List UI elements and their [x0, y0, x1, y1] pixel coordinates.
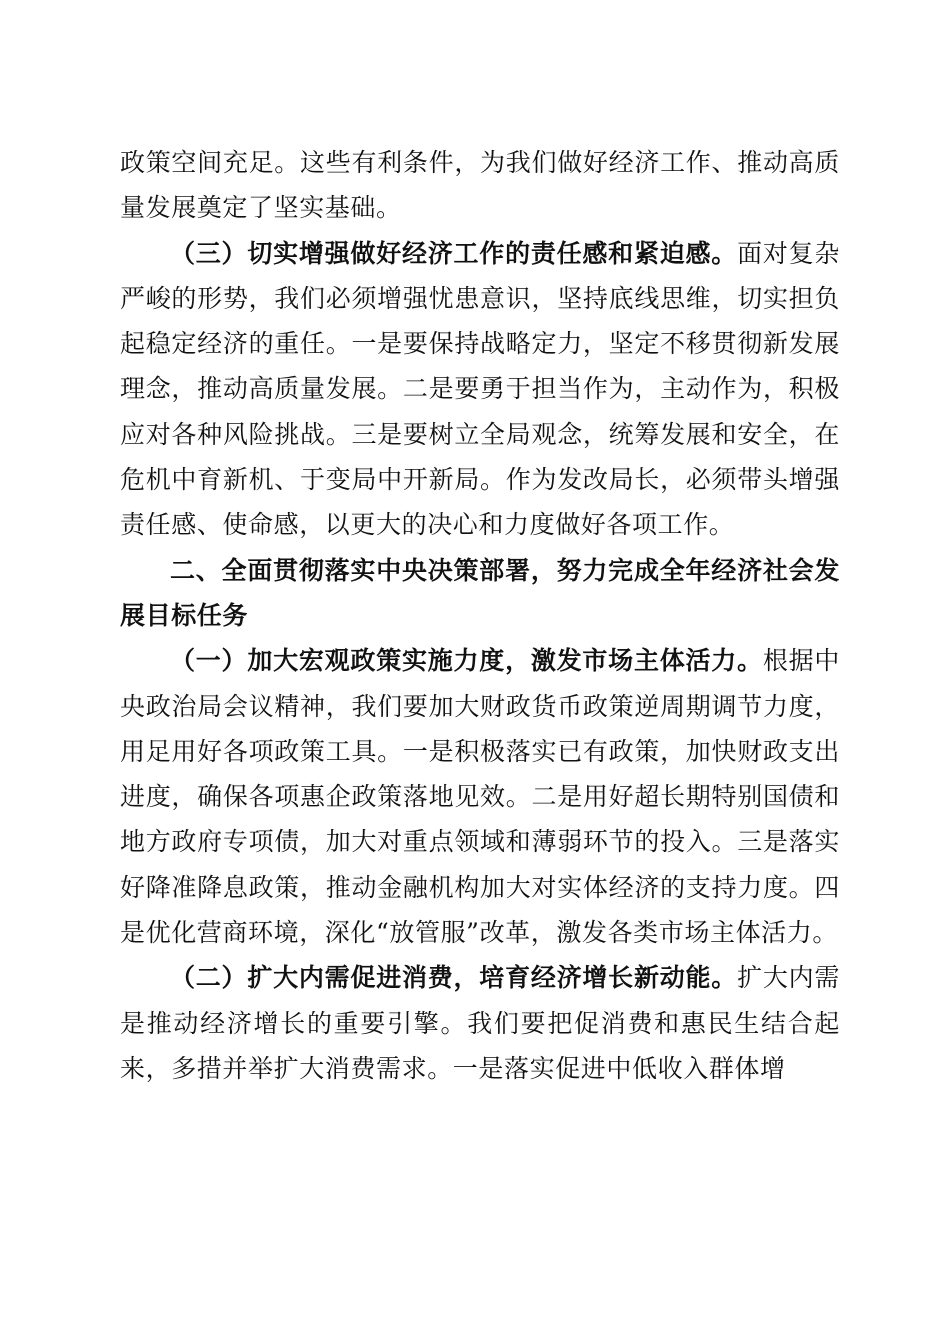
- paragraph-section-three: [120, 231, 840, 548]
- paragraph-text: 根据中央政治局会议精神，我们要加大财政货币政策逆周期调节力度，用足用好各项政策工具。一是积极落实已有政策，加快财政支出进度，确保各项惠企政策落地见效。二是用好超长期特别国债和地方政府专项债，加大对重点领域和薄弱环节的投入。三是落实好降准降息政策，推动金融机构加大对实体经济的支持力度。四是优化营商环境，深化“放管服”改革，激发各类市场主体活力。: [120, 646, 840, 948]
- paragraph-subsection-one: [120, 638, 840, 955]
- document-body: [120, 140, 840, 1091]
- paragraph-text: 政策空间充足。这些有利条件，为我们做好经济工作、推动高质量发展奠定了坚实基础。: [120, 148, 840, 223]
- paragraph-continuation: [120, 140, 840, 231]
- paragraph-lead-heading: （一）加大宏观政策实施力度，激发市场主体活力。: [170, 646, 763, 676]
- section-heading-two: 二、全面贯彻落实中央决策部署，努力完成全年经济社会发展目标任务: [120, 555, 840, 630]
- paragraph-subsection-two: [120, 955, 840, 1091]
- paragraph-text: 面对复杂严峻的形势，我们必须增强忧患意识，坚持底线思维，切实担负起稳定经济的重任。一是要保持战略定力，坚定不移贯彻新发展理念，推动高质量发展。二是要勇于担当作为，主动作为，积极应对各种风险挑战。三是要树立全局观念，统筹发展和安全，在危机中育新机、于变局中开新局。作为发改局长，必须带头增强责任感、使命感，以更大的决心和力度做好各项工作。: [120, 238, 841, 540]
- paragraph-lead-heading: （二）扩大内需促进消费，培育经济增长新动能。: [170, 963, 738, 993]
- paragraph-text: 扩大内需是推动经济增长的重要引擎。我们要把促消费和惠民生结合起来，多措并举扩大消费需求。一是落实促进中低收入群体增: [120, 963, 841, 1083]
- paragraph-lead-heading: （三）切实增强做好经济工作的责任感和紧迫感。: [170, 238, 738, 268]
